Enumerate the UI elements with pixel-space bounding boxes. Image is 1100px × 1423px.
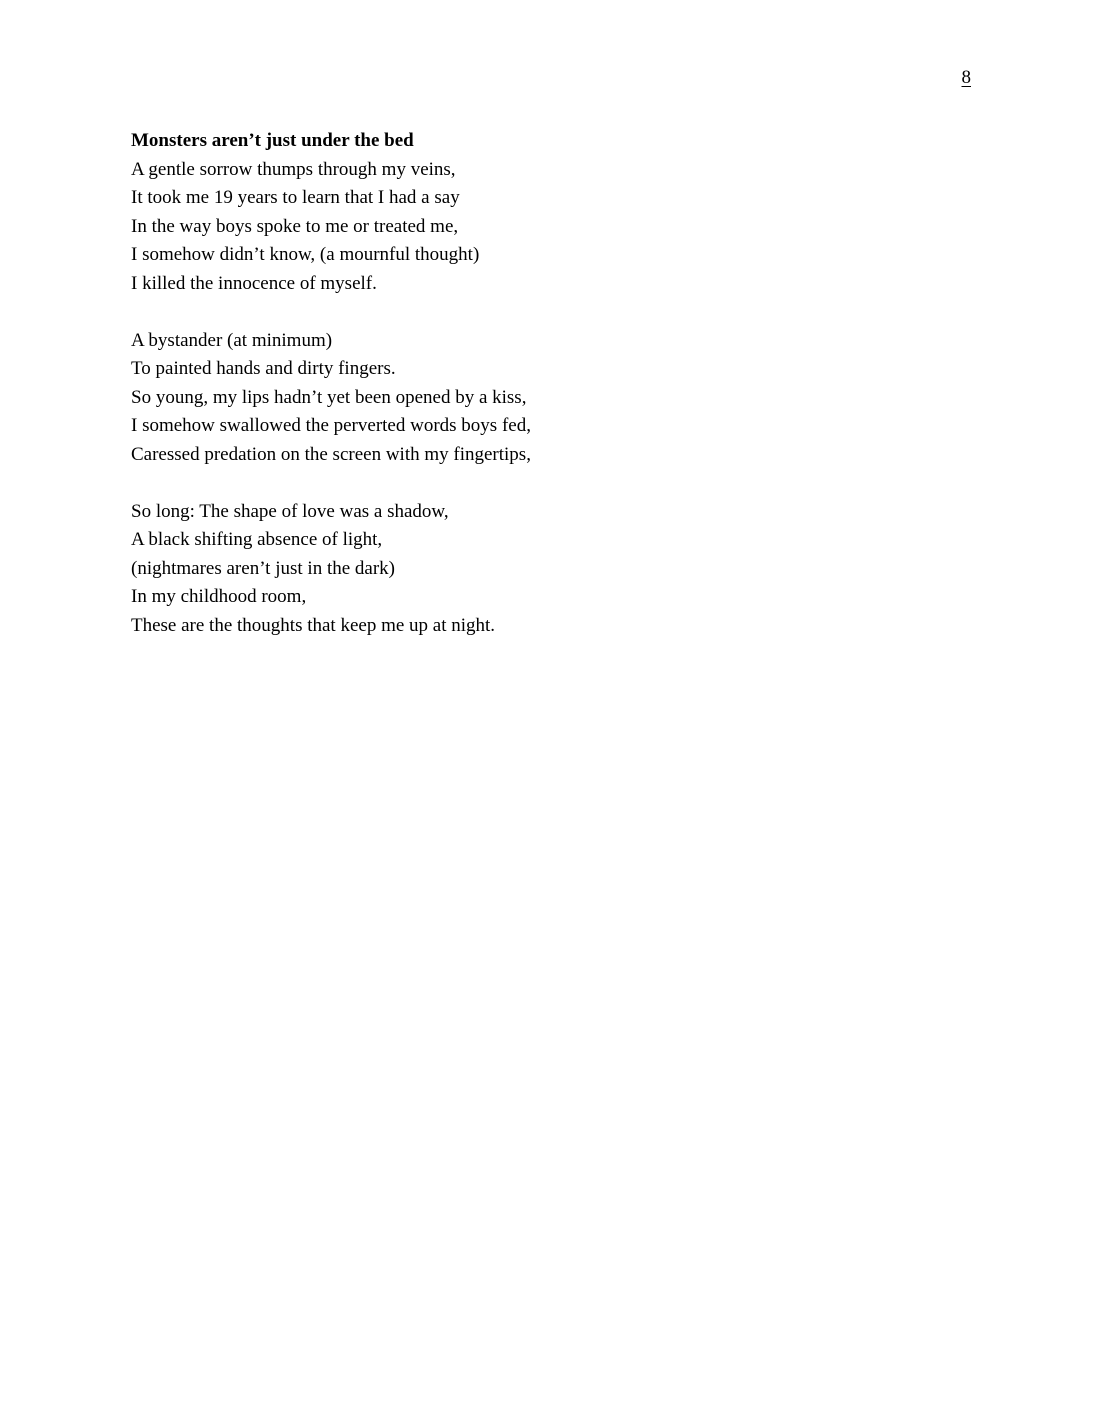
poem-line: So long: The shape of love was a shadow, — [131, 500, 449, 522]
poem-line: I somehow didn’t know, (a mournful thought) — [131, 244, 480, 265]
poem-line: In the way boys spoke to me or treated me, — [131, 215, 459, 237]
poem-line: (nightmares aren’t just in the dark) — [131, 557, 395, 579]
stanza-2 — [131, 327, 891, 470]
poem-line: It took me 19 years to learn that I had a say — [131, 187, 460, 208]
poem-line: I killed the innocence of myself. — [131, 272, 377, 294]
poem-line: In my childhood room, — [131, 586, 307, 607]
poem-line: A bystander (at minimum) — [131, 329, 333, 351]
poem-line: To painted hands and dirty fingers. — [131, 358, 396, 379]
poem-body — [131, 127, 891, 640]
stanza-3 — [131, 498, 891, 641]
poem-line: Caressed predation on the screen with my fingertips, — [131, 443, 531, 465]
poem-line: I somehow swallowed the perverted words boys fed, — [131, 415, 531, 436]
poem-line: A black shifting absence of light, — [131, 529, 383, 550]
poem-line: So young, my lips hadn’t yet been opened by a kiss, — [131, 386, 527, 408]
poem-title: Monsters aren’t just under the bed — [131, 130, 414, 151]
poem-line: A gentle sorrow thumps through my veins, — [131, 158, 456, 180]
page-number: 8 — [961, 67, 971, 88]
poem-line: These are the thoughts that keep me up at night. — [131, 614, 496, 636]
stanza-1 — [131, 127, 891, 298]
